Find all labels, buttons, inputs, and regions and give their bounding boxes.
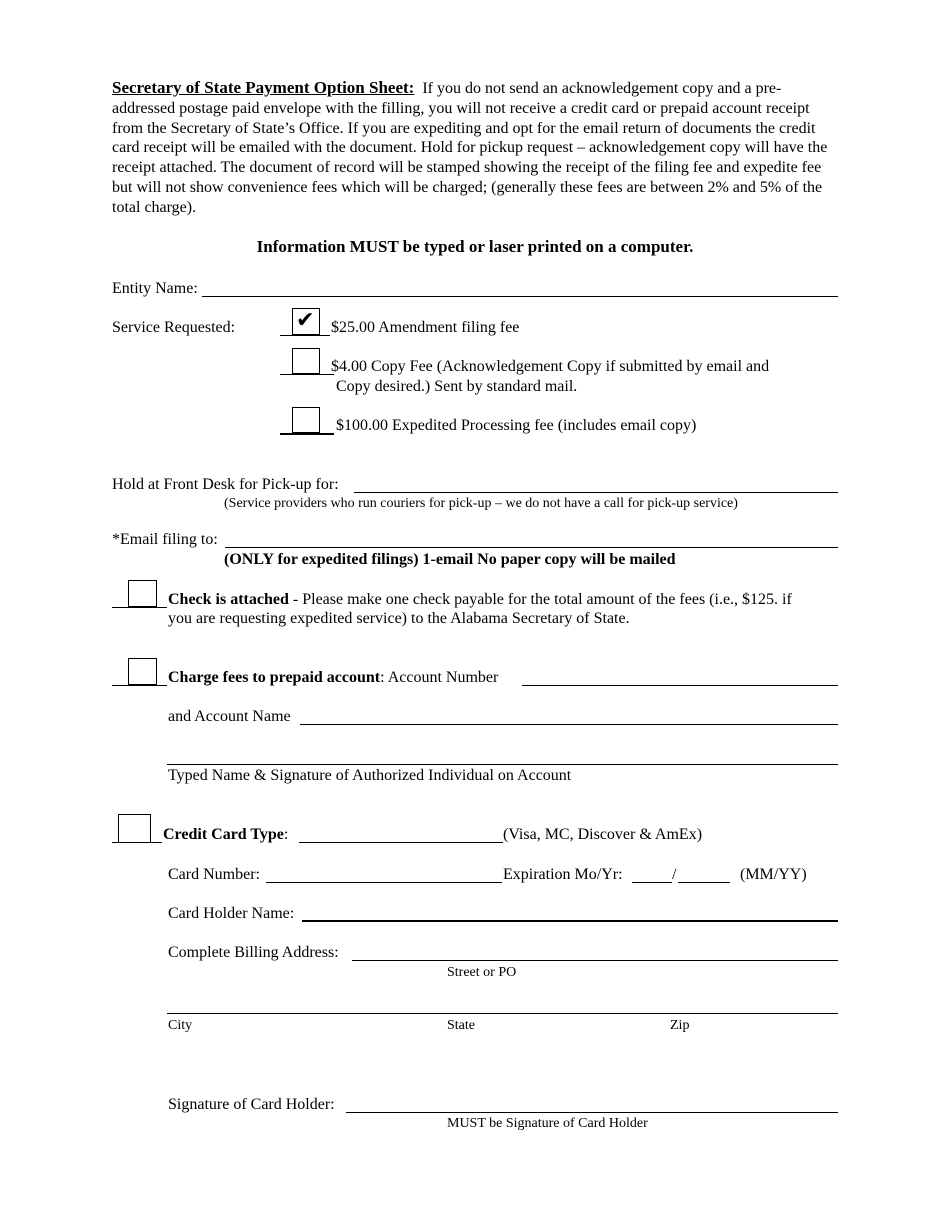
expiration-month-field[interactable] [632, 882, 672, 883]
prepaid-account-checkbox[interactable] [128, 658, 157, 685]
check-attached-checkbox[interactable] [128, 580, 157, 607]
credit-card-type-field[interactable] [299, 842, 503, 843]
hold-pickup-note: (Service providers who run couriers for pick-up – we do not have a call for pick-up service) [224, 496, 738, 511]
sheet-title: Secretary of State Payment Option Sheet: [112, 78, 415, 97]
prepaid-account-text: : Account Number [380, 669, 499, 686]
typed-notice: Information MUST be typed or laser printed on a computer. [256, 237, 694, 256]
account-name-label: and Account Name [168, 708, 291, 725]
entity-name-field[interactable] [202, 296, 838, 297]
copy-fee-label-line2: Copy desired.) Sent by standard mail. [336, 378, 578, 395]
credit-card-type-bold: Credit Card Type [163, 826, 284, 843]
card-number-field[interactable] [266, 882, 502, 883]
expedited-fee-label: $100.00 Expedited Processing fee (includes email copy) [336, 417, 697, 434]
billing-address-label: Complete Billing Address: [168, 944, 339, 961]
account-number-field[interactable] [522, 685, 838, 686]
service-requested-label: Service Requested: [112, 319, 236, 336]
card-holder-name-field[interactable] [302, 920, 838, 922]
email-filing-field[interactable] [225, 547, 838, 548]
city-caption: City [168, 1018, 193, 1033]
check-attached-text1: - Please make one check payable for the total amount of the fees (i.e., $125. if [288, 591, 792, 608]
checkmark-icon: ✔ [296, 308, 315, 333]
billing-city-state-zip-field[interactable] [167, 1013, 838, 1014]
email-filing-note: (ONLY for expedited filings) 1-email No paper copy will be mailed [224, 551, 676, 568]
expiration-separator: / [672, 866, 677, 883]
hold-pickup-label: Hold at Front Desk for Pick-up for: [112, 476, 339, 493]
prepaid-account-label [168, 668, 498, 688]
check-attached-bold: Check is attached [168, 591, 289, 608]
service-underline-2 [280, 374, 334, 375]
email-filing-label: *Email filing to: [112, 531, 218, 548]
billing-street-field[interactable] [352, 960, 838, 961]
hold-pickup-field[interactable] [354, 492, 838, 493]
credit-card-type-label [163, 825, 288, 845]
card-number-label: Card Number: [168, 866, 260, 883]
service-underline-3 [280, 433, 334, 435]
copy-fee-label-line1: $4.00 Copy Fee (Acknowledgement Copy if submitted by email and [331, 358, 770, 375]
check-attached-line1 [168, 590, 792, 610]
street-caption: Street or PO [447, 965, 517, 980]
credit-card-type-colon: : [283, 826, 289, 843]
authorized-signature-field[interactable] [167, 764, 838, 765]
entity-name-label: Entity Name: [112, 280, 198, 297]
copy-fee-checkbox[interactable] [292, 348, 320, 374]
prepaid-underline [112, 685, 167, 686]
state-caption: State [447, 1018, 475, 1033]
card-holder-signature-field[interactable] [346, 1112, 838, 1113]
zip-caption: Zip [670, 1018, 690, 1033]
expedited-fee-checkbox[interactable] [292, 407, 320, 433]
intro-body: If you do not send an acknowledgement copy and a pre-addressed postage paid envelope with the filling, you will not receive a credit card or prepaid account receipt from the Secretary of State’s Office. If you are expediting and opt for the email return of documents the credit card receipt will be emailed with the document. Hold for pickup request – acknowledgement copy will have the receipt attached. The document of record will be stamped showing the receipt of the filing fee and expedite fee but will not show convenience fees which will be charged; (generally these fees are between 2% and 5% of the total charge). [112, 80, 828, 216]
expiration-year-field[interactable] [678, 882, 730, 883]
credit-card-checkbox[interactable] [118, 814, 151, 843]
card-holder-signature-caption: MUST be Signature of Card Holder [447, 1116, 648, 1131]
account-name-field[interactable] [300, 724, 838, 725]
amendment-fee-label: $25.00 Amendment filing fee [331, 319, 520, 336]
prepaid-account-bold: Charge fees to prepaid account [168, 669, 381, 686]
credit-card-type-note: (Visa, MC, Discover & AmEx) [503, 826, 703, 843]
expiration-label: Expiration Mo/Yr: [503, 866, 623, 883]
card-holder-signature-label: Signature of Card Holder: [168, 1096, 335, 1113]
check-attached-line2: you are requesting expedited service) to the Alabama Secretary of State. [168, 610, 630, 627]
expiration-format: (MM/YY) [740, 866, 807, 883]
card-holder-name-label: Card Holder Name: [168, 905, 295, 922]
authorized-signature-caption: Typed Name & Signature of Authorized Individual on Account [168, 767, 572, 784]
check-underline [112, 607, 167, 608]
service-underline-1 [280, 335, 330, 336]
amendment-fee-checkbox[interactable] [292, 308, 320, 335]
intro-paragraph [112, 78, 840, 218]
